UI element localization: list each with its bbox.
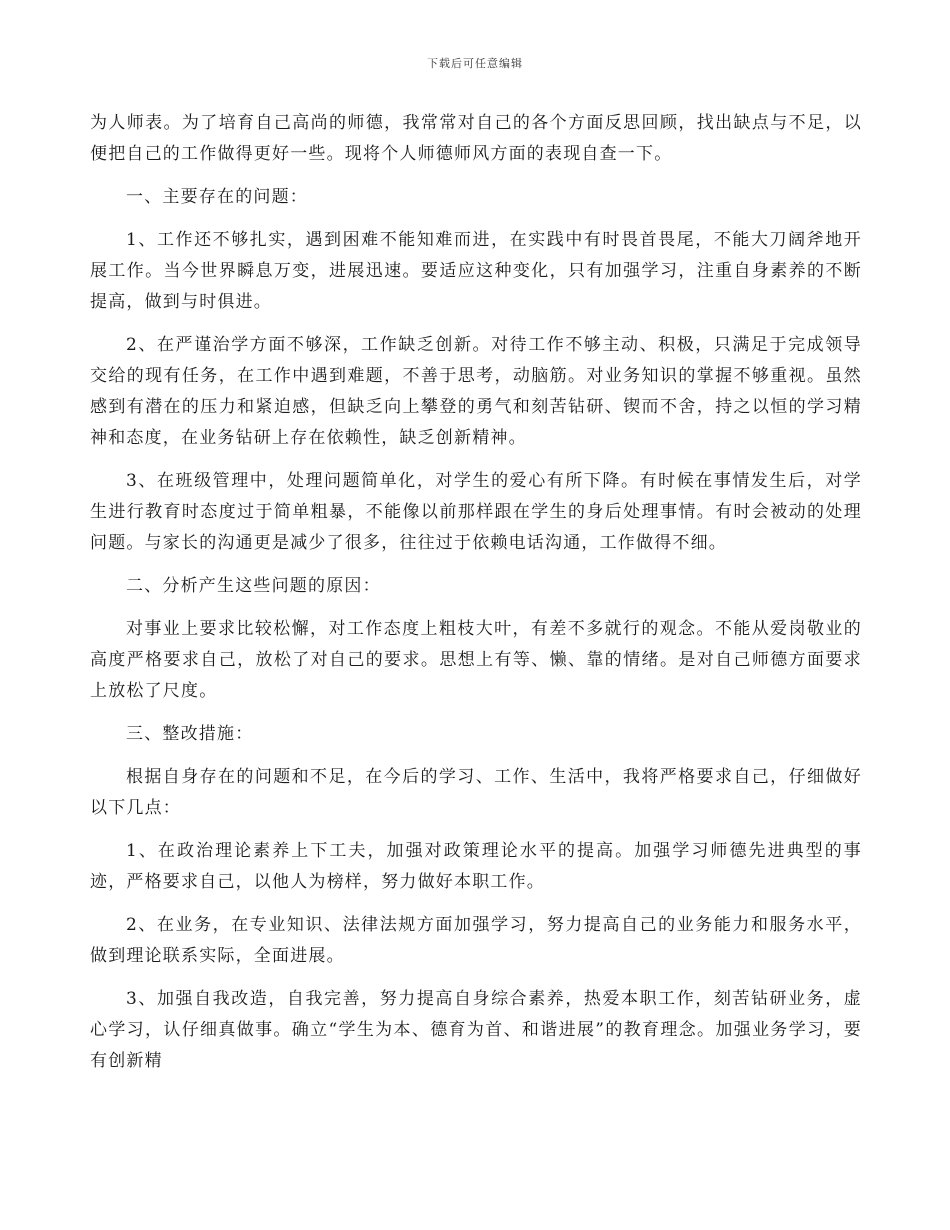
paragraph-intro: 为人师表。为了培育自己高尚的师德，我常常对自己的各个方面反思回顾，找出缺点与不足，以便把自己的工作做得更好一些。现将个人师德师风方面的表现自查一下。: [90, 113, 862, 164]
paragraph-measures-intro: 根据自身存在的问题和不足，在今后的学习、工作、生活中，我将严格要求自己，仔细做好以下几点：: [90, 767, 862, 818]
page-header: 下载后可任意编辑: [427, 57, 523, 70]
section-heading-causes: 二、分析产生这些问题的原因：: [126, 576, 381, 596]
paragraph-problem-2: 2、在严谨治学方面不够深，工作缺乏创新。对待工作不够主动、积极，只满足于完成领导交给的现有任务，在工作中遇到难题，不善于思考，动脑筋。对业务知识的掌握不够重视。虽然感到有潜在的压力和紧迫感，但缺乏向上攀登的勇气和刻苦钻研、锲而不舍，持之以恒的学习精神和态度，在业务钻研上存在依赖性，缺乏创新精神。: [90, 335, 862, 448]
section-heading-measures: 三、整改措施：: [126, 724, 254, 744]
paragraph-measure-1: 1、在政治理论素养上下工夫，加强对政策理论水平的提高。加强学习师德先进典型的事迹，严格要求自己，以他人为榜样，努力做好本职工作。: [90, 841, 862, 892]
section-heading-problems: 一、主要存在的问题：: [126, 187, 308, 207]
paragraph-problem-3: 3、在班级管理中，处理问题简单化，对学生的爱心有所下降。有时候在事情发生后，对学生进行教育时态度过于简单粗暴，不能像以前那样跟在学生的身后处理事情。有时会被动的处理问题。与家长的沟通更是减少了很多，往往过于依赖电话沟通，工作做得不细。: [90, 471, 862, 553]
paragraph-measure-2: 2、在业务，在专业知识、法律法规方面加强学习，努力提高自己的业务能力和服务水平，做到理论联系实际，全面进展。: [90, 915, 862, 966]
document-body: [90, 108, 862, 1089]
paragraph-causes: 对事业上要求比较松懈，对工作态度上粗枝大叶，有差不多就行的观念。不能从爱岗敬业的高度严格要求自己，放松了对自己的要求。思想上有等、懒、靠的情绪。是对自己师德方面要求上放松了尺度。: [90, 619, 862, 701]
paragraph-problem-1: 1、工作还不够扎实，遇到困难不能知难而进，在实践中有时畏首畏尾，不能大刀阔斧地开展工作。当今世界瞬息万变，进展迅速。要适应这种变化，只有加强学习，注重自身素养的不断提高，做到与时俱进。: [90, 230, 862, 312]
paragraph-measure-3: 3、加强自我改造，自我完善，努力提高自身综合素养，热爱本职工作，刻苦钻研业务，虚心学习，认仔细真做事。确立“学生为本、德育为首、和谐进展”的教育理念。加强业务学习，要有创新精: [90, 989, 862, 1071]
